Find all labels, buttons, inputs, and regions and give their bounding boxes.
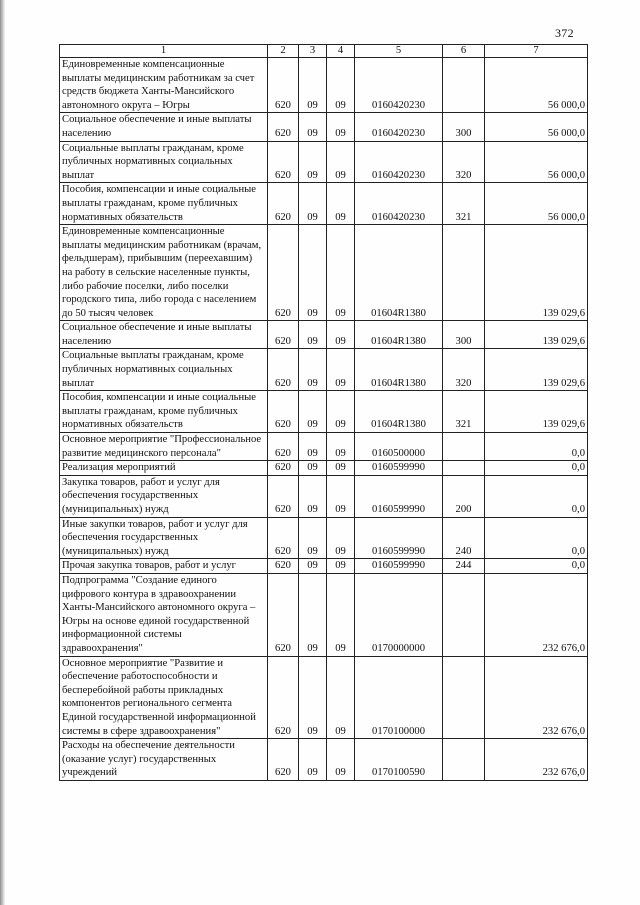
amount-cell: 0,0: [485, 517, 588, 559]
column-header-3: 3: [299, 45, 327, 58]
expense-type-cell: 244: [443, 559, 485, 574]
subsection-code-cell: 09: [327, 321, 355, 349]
table-row: [60, 573, 588, 656]
row-name-cell: Социальные выплаты гражданам, кроме публичных нормативных социальных выплат: [60, 349, 268, 391]
target-article-cell: 01604R1380: [355, 349, 443, 391]
row-name-cell: Закупка товаров, работ и услуг для обеспечения государственных (муниципальных) нужд: [60, 475, 268, 517]
expense-type-cell: 320: [443, 349, 485, 391]
subsection-code-cell: 09: [327, 225, 355, 321]
row-name-cell: Единовременные компенсационные выплаты медицинским работникам (врачам, фельдшерам), прибывшим (переехавшим) на работу в сельские населенные пункты, либо рабочие поселки, либо поселки городского типа, либо города с населением до 50 тысяч человек: [60, 225, 268, 321]
target-article-cell: 0160420230: [355, 141, 443, 183]
amount-cell: 139 029,6: [485, 225, 588, 321]
section-code-cell: 09: [299, 321, 327, 349]
section-code-cell: 09: [299, 225, 327, 321]
target-article-cell: 01604R1380: [355, 225, 443, 321]
section-code-cell: 09: [299, 517, 327, 559]
ministry-code-cell: 620: [268, 739, 299, 781]
column-header-1: 1: [60, 45, 268, 58]
table-row: [60, 475, 588, 517]
table-row: [60, 349, 588, 391]
amount-cell: 0,0: [485, 475, 588, 517]
ministry-code-cell: 620: [268, 225, 299, 321]
ministry-code-cell: 620: [268, 656, 299, 739]
table-row: [60, 113, 588, 141]
ministry-code-cell: 620: [268, 349, 299, 391]
target-article-cell: 0160420230: [355, 183, 443, 225]
row-name-cell: Подпрограмма "Создание единого цифрового контура в здравоохранении Ханты-Мансийского автономного округа – Югры на основе единой государственной информационной системы здравоохранения": [60, 573, 268, 656]
ministry-code-cell: 620: [268, 573, 299, 656]
ministry-code-cell: 620: [268, 461, 299, 476]
ministry-code-cell: 620: [268, 559, 299, 574]
amount-cell: 56 000,0: [485, 141, 588, 183]
table-row: [60, 183, 588, 225]
subsection-code-cell: 09: [327, 559, 355, 574]
target-article-cell: 0160500000: [355, 433, 443, 461]
table-row: [60, 58, 588, 113]
row-name-cell: Прочая закупка товаров, работ и услуг: [60, 559, 268, 574]
row-name-cell: Единовременные компенсационные выплаты медицинским работникам за счет средств бюджета Ханты-Мансийского автономного округа – Югры: [60, 58, 268, 113]
table-body: [60, 58, 588, 781]
row-name-cell: Основное мероприятие "Развитие и обеспечение работоспособности и бесперебойной работы прикладных компонентов регионального сегмента Единой государственной информационной системы в сфере здравоохранения": [60, 656, 268, 739]
target-article-cell: 0160599990: [355, 517, 443, 559]
column-header-4: 4: [327, 45, 355, 58]
expense-type-cell: 320: [443, 141, 485, 183]
subsection-code-cell: 09: [327, 349, 355, 391]
binding-edge: [0, 0, 5, 905]
subsection-code-cell: 09: [327, 391, 355, 433]
row-name-cell: Социальное обеспечение и иные выплаты населению: [60, 321, 268, 349]
ministry-code-cell: 620: [268, 433, 299, 461]
amount-cell: 0,0: [485, 433, 588, 461]
amount-cell: 139 029,6: [485, 391, 588, 433]
target-article-cell: 0170100590: [355, 739, 443, 781]
target-article-cell: 0160420230: [355, 58, 443, 113]
section-code-cell: 09: [299, 349, 327, 391]
expense-type-cell: [443, 58, 485, 113]
table-row: [60, 461, 588, 476]
row-name-cell: Социальные выплаты гражданам, кроме публичных нормативных социальных выплат: [60, 141, 268, 183]
subsection-code-cell: 09: [327, 113, 355, 141]
target-article-cell: 0160599990: [355, 475, 443, 517]
subsection-code-cell: 09: [327, 141, 355, 183]
row-name-cell: Расходы на обеспечение деятельности (оказание услуг) государственных учреждений: [60, 739, 268, 781]
section-code-cell: 09: [299, 461, 327, 476]
table-row: [60, 321, 588, 349]
header-row: [60, 45, 588, 58]
ministry-code-cell: 620: [268, 183, 299, 225]
section-code-cell: 09: [299, 433, 327, 461]
column-header-5: 5: [355, 45, 443, 58]
section-code-cell: 09: [299, 573, 327, 656]
column-header-7: 7: [485, 45, 588, 58]
subsection-code-cell: 09: [327, 517, 355, 559]
table-row: [60, 517, 588, 559]
section-code-cell: 09: [299, 656, 327, 739]
target-article-cell: 0170100000: [355, 656, 443, 739]
section-code-cell: 09: [299, 141, 327, 183]
subsection-code-cell: 09: [327, 475, 355, 517]
amount-cell: 56 000,0: [485, 183, 588, 225]
target-article-cell: 0160420230: [355, 113, 443, 141]
section-code-cell: 09: [299, 475, 327, 517]
subsection-code-cell: 09: [327, 656, 355, 739]
amount-cell: 232 676,0: [485, 656, 588, 739]
table-header: [60, 45, 588, 58]
expense-type-cell: [443, 225, 485, 321]
target-article-cell: 0170000000: [355, 573, 443, 656]
ministry-code-cell: 620: [268, 141, 299, 183]
subsection-code-cell: 09: [327, 461, 355, 476]
amount-cell: 0,0: [485, 461, 588, 476]
subsection-code-cell: 09: [327, 183, 355, 225]
subsection-code-cell: 09: [327, 573, 355, 656]
section-code-cell: 09: [299, 58, 327, 113]
section-code-cell: 09: [299, 391, 327, 433]
table-row: [60, 559, 588, 574]
amount-cell: 0,0: [485, 559, 588, 574]
amount-cell: 232 676,0: [485, 573, 588, 656]
target-article-cell: 01604R1380: [355, 391, 443, 433]
subsection-code-cell: 09: [327, 58, 355, 113]
expense-type-cell: 200: [443, 475, 485, 517]
amount-cell: 56 000,0: [485, 58, 588, 113]
expense-type-cell: [443, 573, 485, 656]
row-name-cell: Иные закупки товаров, работ и услуг для обеспечения государственных (муниципальных) нужд: [60, 517, 268, 559]
table-row: [60, 225, 588, 321]
expense-type-cell: [443, 739, 485, 781]
table-row: [60, 391, 588, 433]
section-code-cell: 09: [299, 739, 327, 781]
target-article-cell: 0160599990: [355, 559, 443, 574]
amount-cell: 56 000,0: [485, 113, 588, 141]
table-row: [60, 656, 588, 739]
ministry-code-cell: 620: [268, 517, 299, 559]
section-code-cell: 09: [299, 113, 327, 141]
target-article-cell: 0160599990: [355, 461, 443, 476]
target-article-cell: 01604R1380: [355, 321, 443, 349]
row-name-cell: Основное мероприятие "Профессиональное развитие медицинского персонала": [60, 433, 268, 461]
expense-type-cell: 300: [443, 321, 485, 349]
amount-cell: 232 676,0: [485, 739, 588, 781]
expense-type-cell: 321: [443, 183, 485, 225]
ministry-code-cell: 620: [268, 58, 299, 113]
ministry-code-cell: 620: [268, 113, 299, 141]
page-number: 372: [555, 26, 574, 40]
subsection-code-cell: 09: [327, 433, 355, 461]
table-row: [60, 141, 588, 183]
column-header-6: 6: [443, 45, 485, 58]
section-code-cell: 09: [299, 183, 327, 225]
row-name-cell: Социальное обеспечение и иные выплаты населению: [60, 113, 268, 141]
expense-type-cell: [443, 656, 485, 739]
amount-cell: 139 029,6: [485, 349, 588, 391]
row-name-cell: Пособия, компенсации и иные социальные выплаты гражданам, кроме публичных нормативных обязательств: [60, 391, 268, 433]
expense-type-cell: [443, 433, 485, 461]
ministry-code-cell: 620: [268, 321, 299, 349]
ministry-code-cell: 620: [268, 475, 299, 517]
expense-type-cell: 321: [443, 391, 485, 433]
column-header-2: 2: [268, 45, 299, 58]
expense-type-cell: 300: [443, 113, 485, 141]
section-code-cell: 09: [299, 559, 327, 574]
subsection-code-cell: 09: [327, 739, 355, 781]
expense-type-cell: [443, 461, 485, 476]
ministry-code-cell: 620: [268, 391, 299, 433]
table-row: [60, 739, 588, 781]
row-name-cell: Реализация мероприятий: [60, 461, 268, 476]
amount-cell: 139 029,6: [485, 321, 588, 349]
table-row: [60, 433, 588, 461]
budget-table: [59, 44, 588, 781]
expense-type-cell: 240: [443, 517, 485, 559]
row-name-cell: Пособия, компенсации и иные социальные выплаты гражданам, кроме публичных нормативных обязательств: [60, 183, 268, 225]
